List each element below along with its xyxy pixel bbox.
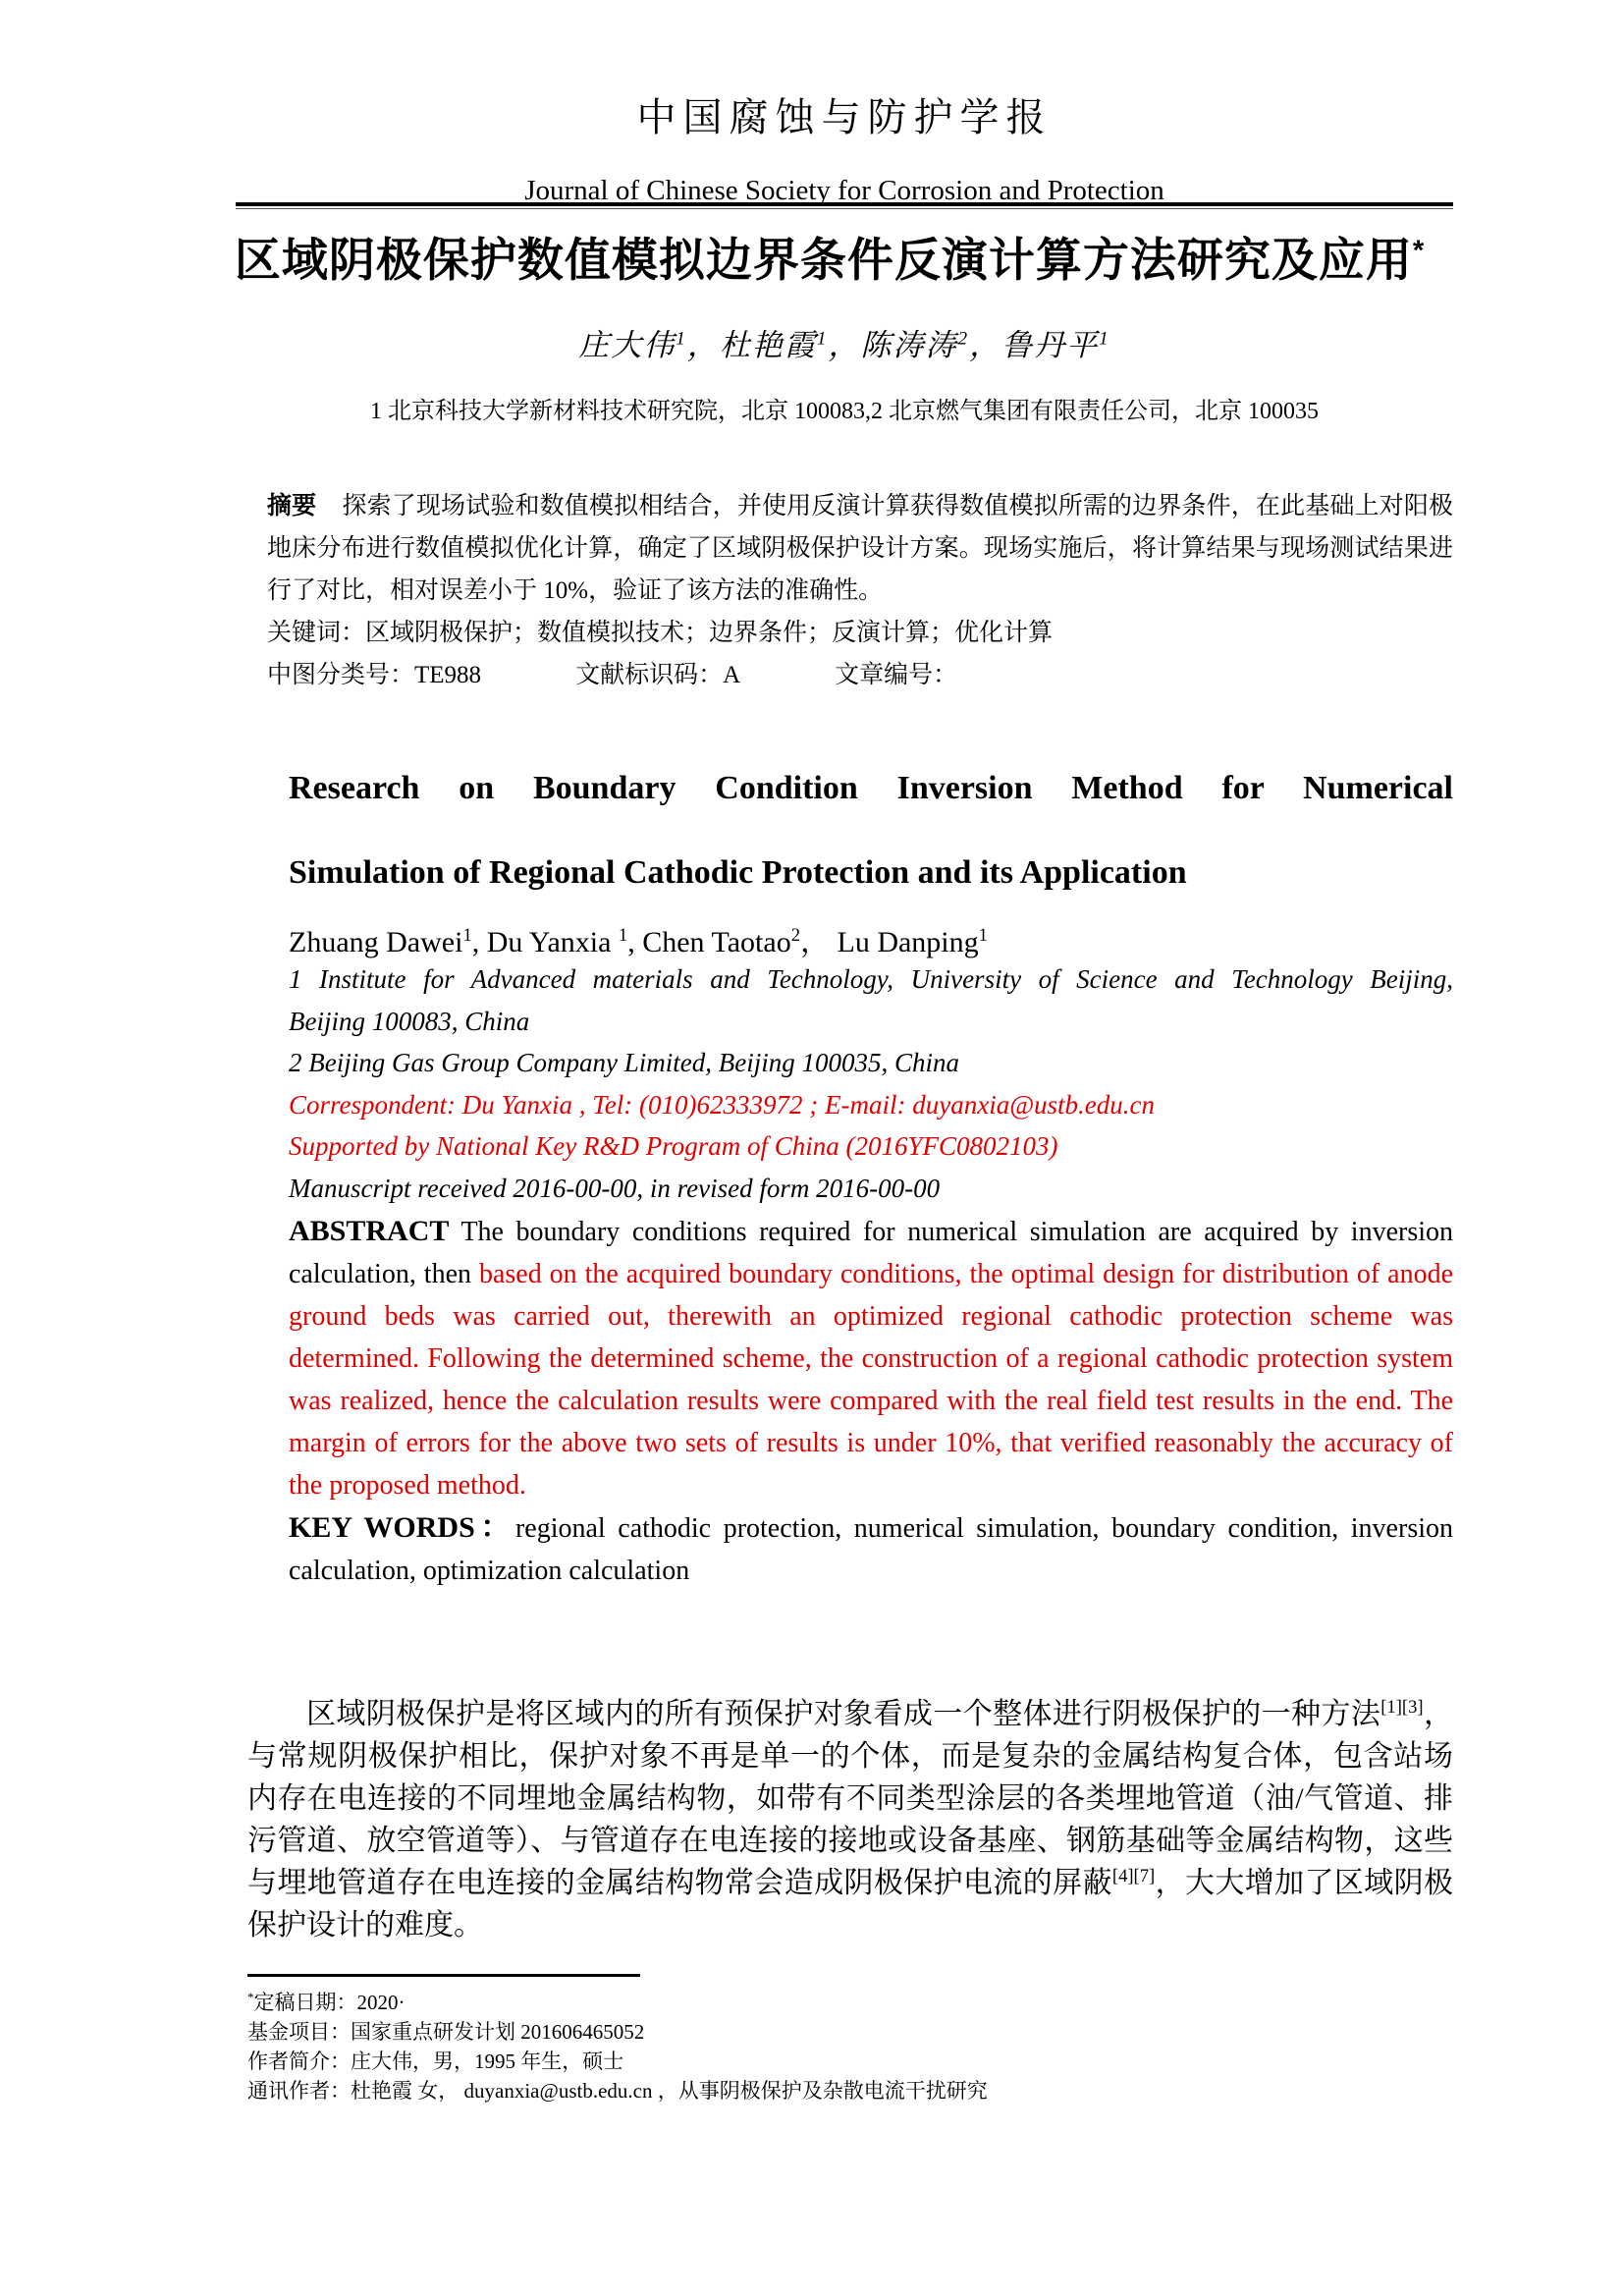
keywords-cn-line (267, 612, 1453, 654)
abstract-cn-label: 摘要 (267, 492, 317, 519)
author-name-en: , Chen Taotao (627, 926, 791, 958)
footnote-date-text: 定稿日期：2020· (253, 1991, 406, 2014)
abstract-cn-text: 探索了现场试验和数值模拟相结合，并使用反演计算获得数值模拟所需的边界条件，在此基础上对阳极地床分布进行数值模拟优化计算，确定了区域阴极保护设计方案。现场实施后，将计算结果与现场测试结果进行了对比，相对误差小于 10%，验证了该方法的准确性。 (267, 493, 1453, 604)
paper-title-en (289, 746, 1453, 915)
footnote-author-bio: 作者简介：庄大伟，男，1995 年生，硕士 (247, 2050, 624, 2073)
citation-superscript: [1][3] (1380, 1697, 1424, 1718)
author-name: ，陈涛涛 (828, 328, 958, 362)
citation-superscript: [4][7] (1111, 1866, 1156, 1886)
author-name-en: Zhuang Dawei (289, 926, 463, 958)
body-text: ，与常规阴极保护相比，保护对象不再是单一的个体，而是复杂的金属结构复合体，包含站场内存在电连接的不同埋地金属结构物，如带有不同类型涂层的各类埋地管道（油/气管道、排污管道、放空管道等）、与管道存在电连接的接地或设备基座、钢筋基础等金属结构物，这些与埋地管道存在电连接的金属结构物常会造成阴极保护电流的屏蔽 (247, 1698, 1454, 1899)
authors-cn (236, 320, 1453, 364)
abstract-en-label: ABSTRACT (289, 1215, 450, 1247)
author-name: ，鲁丹平 (969, 328, 1100, 362)
clc-label: 中图分类号： (267, 662, 415, 688)
supported-line: Supported by National Key R&D Program of China (2016YFC0802103) (289, 1131, 1058, 1161)
author-name-en: ， Lu Danping (800, 926, 979, 958)
affiliation-en-1-line1: 1 Institute for Advanced materials and Technology, University of Science and Technology Beijing, (289, 964, 1453, 994)
clc-number (267, 662, 481, 688)
abstract-cn (267, 485, 1453, 696)
author-superscript: 2 (790, 925, 800, 946)
footnote-rule (247, 1974, 640, 1977)
doc-code-value: A (723, 662, 741, 688)
footnote-corresponding: 通讯作者：杜艳霞 女， duyanxia@ustb.edu.cn ，从事阴极保护及杂散电流干扰研究 (247, 2079, 988, 2103)
journal-title-cn: 中国腐蚀与防护学报 (636, 95, 1053, 139)
keywords-cn-text: 区域阴极保护；数值模拟技术；边界条件；反演计算；优化计算 (365, 620, 1054, 646)
paper-title-cn (221, 224, 1438, 290)
affiliation-en-2: 2 Beijing Gas Group Company Limited, Beijing 100035, China (289, 1048, 959, 1077)
footnote-fund: 基金项目：国家重点研发计划 201606465052 (247, 2020, 645, 2044)
author-name: 庄大伟 (578, 328, 676, 362)
author-name: ，杜艳霞 (686, 328, 817, 362)
author-superscript: 2 (957, 328, 970, 350)
paper-title-en-line1: Research on Boundary Condition Inversion Method for Numerical (289, 770, 1453, 806)
abstract-en-red-text: based on the acquired boundary conditions, the optimal design for distribution of anode ground beds was carried out, therewith an optimized regional cathodic protection scheme was determined. Following the determined scheme, the construction of a regional cathodic protection system was realized, hence the calculation results were compared with the real field test results in the end. The margin of errors for the above two sets of results is under 10%, that verified reasonably the accuracy of the proposed method. (289, 1259, 1453, 1501)
footnote-asterisk: * (247, 1990, 254, 2004)
author-name-en: , Du Yanxia (471, 926, 619, 958)
footnote-date (247, 1988, 1453, 2017)
paper-title-en-line2: Simulation of Regional Cathodic Protection and its Application (289, 854, 1187, 891)
author-superscript: 1 (618, 925, 628, 946)
author-superscript: 1 (676, 328, 687, 350)
clc-value: TE988 (414, 662, 482, 688)
body-text: 区域阴极保护是将区域内的所有预保护对象看成一个整体进行阴极保护的一种方法 (306, 1698, 1381, 1730)
keywords-en-text: regional cathodic protection, numerical simulation, boundary condition, inversion calculation, optimization calculation (289, 1513, 1453, 1586)
header-rule (236, 202, 1453, 209)
footnotes (247, 1988, 1453, 2105)
author-superscript: 1 (816, 328, 829, 350)
doc-code (575, 662, 740, 688)
clc-line (267, 654, 1453, 696)
abstract-cn-paragraph (267, 485, 1453, 612)
keywords-cn-label: 关键词： (267, 620, 366, 646)
correspondent-line: Correspondent: Du Yanxia , Tel: (010)62333972 ; E-mail: duyanxia@ustb.edu.cn (289, 1089, 1156, 1120)
doc-code-label: 文献标识码： (575, 662, 724, 688)
affiliations-en (289, 958, 1453, 1209)
body-text: ，大大增加了区域阴极保护设计的难度。 (247, 1867, 1453, 1941)
affiliation-en-1-line2: Beijing 100083, China (289, 1006, 530, 1036)
journal-title-en: Journal of Chinese Society for Corrosion and Protection (524, 175, 1164, 206)
affiliation-cn: 1 北京科技大学新材料技术研究院，北京 100083,2 北京燃气集团有限责任公司，北京 100035 (370, 399, 1319, 424)
body-paragraph-cn (247, 1693, 1453, 1946)
keywords-en-label: KEY WORDS： (289, 1511, 515, 1544)
authors-en (289, 917, 1453, 960)
title-asterisk: * (1412, 235, 1426, 267)
abstract-en (289, 1210, 1453, 1506)
author-superscript: 1 (462, 925, 472, 946)
author-superscript: 1 (978, 925, 988, 946)
keywords-en (289, 1506, 1453, 1592)
paper-title-cn-text: 区域阴极保护数值模拟边界条件反演计算方法研究及应用 (234, 234, 1413, 286)
manuscript-line: Manuscript received 2016-00-00, in revised form 2016-00-00 (289, 1173, 941, 1203)
author-superscript: 1 (1099, 328, 1110, 350)
abstract-en-black-text: The boundary conditions required for numerical simulation are acquired by inversion calculation, then (289, 1217, 1453, 1289)
article-id: 文章编号： (835, 662, 958, 688)
